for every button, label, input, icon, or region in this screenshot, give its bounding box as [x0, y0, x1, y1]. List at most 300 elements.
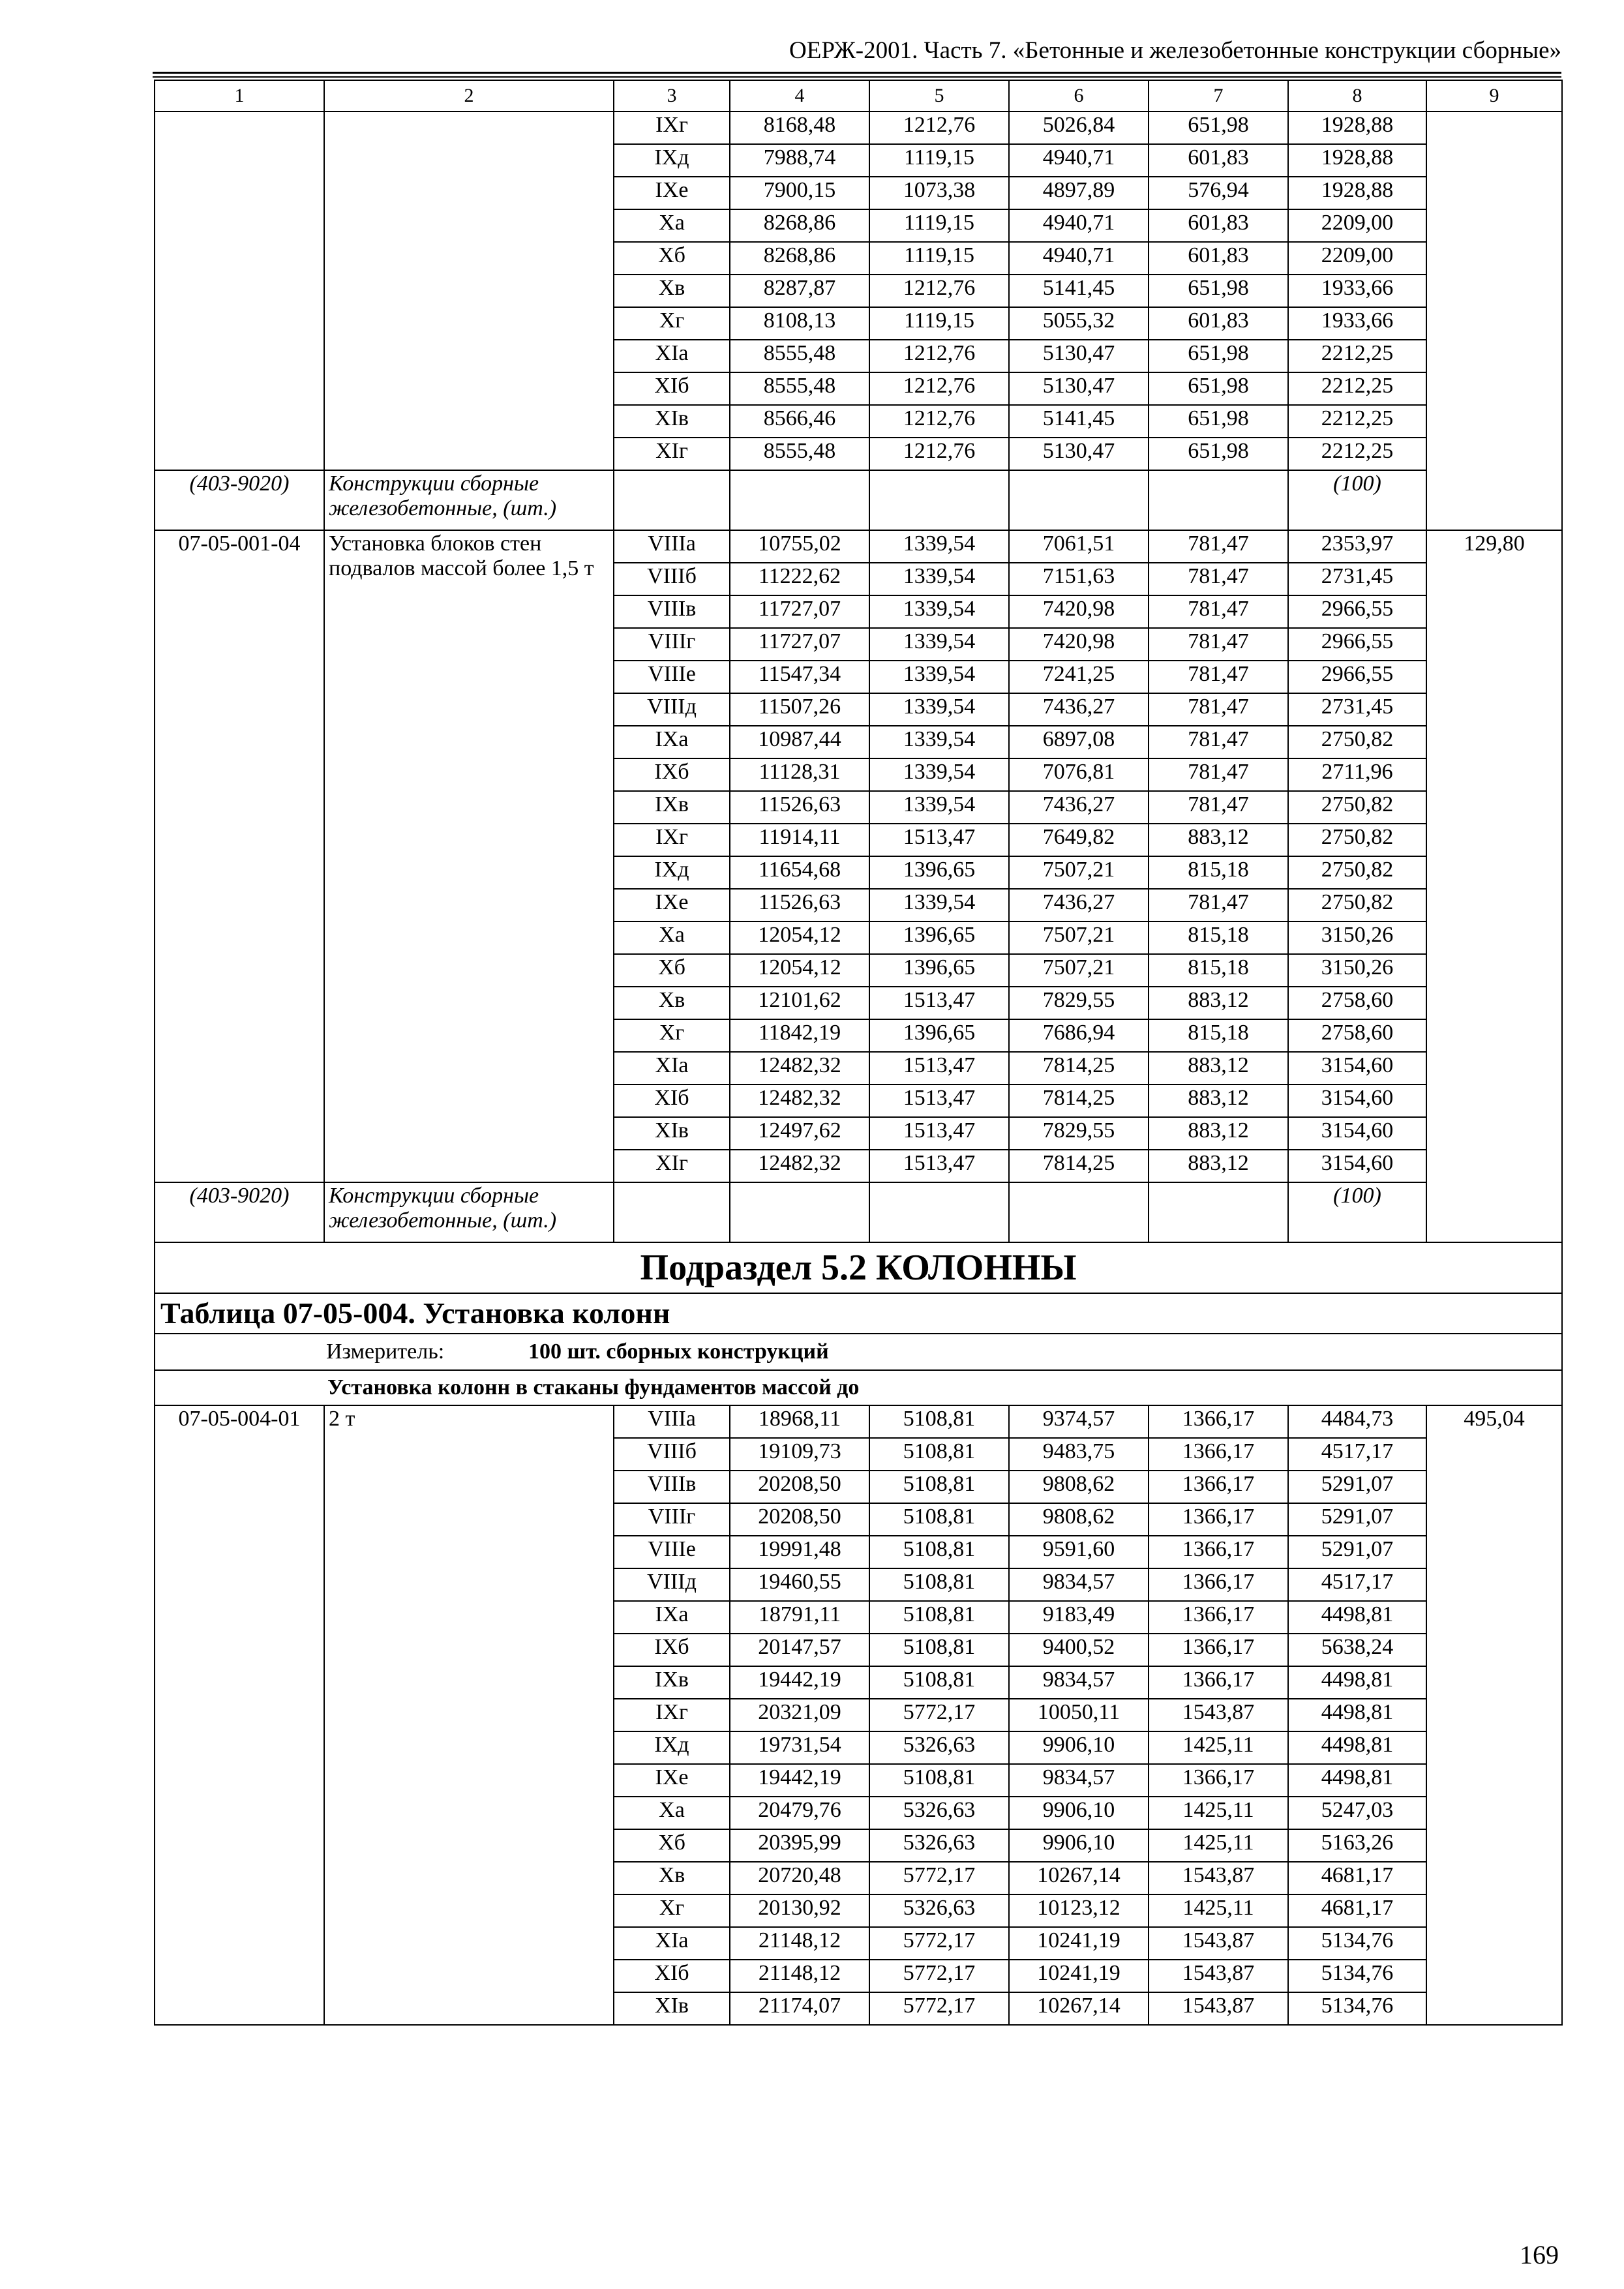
subsection-title: Подраздел 5.2 КОЛОННЫ: [155, 1242, 1562, 1293]
zone-cell: Xа: [614, 209, 730, 242]
value-cell: 11914,11: [730, 824, 869, 856]
value-cell: 1119,15: [869, 144, 1009, 177]
value-cell: 7686,94: [1009, 1019, 1149, 1052]
value-cell: 1366,17: [1149, 1405, 1288, 1438]
value-cell: 1396,65: [869, 856, 1009, 889]
value-cell: 8168,48: [730, 112, 869, 144]
value-cell: 1396,65: [869, 921, 1009, 954]
value-cell: 1425,11: [1149, 1829, 1288, 1862]
value-cell: 1366,17: [1149, 1666, 1288, 1699]
column-number: 3: [614, 80, 730, 112]
value-cell: 11727,07: [730, 628, 869, 661]
value-cell: 1513,47: [869, 987, 1009, 1019]
zone-cell: IXд: [614, 856, 730, 889]
resource-name: Конструкции сборные железобетонные, (шт.): [324, 1182, 614, 1242]
value-cell: 883,12: [1149, 1085, 1288, 1117]
value-cell: 1396,65: [869, 1019, 1009, 1052]
zone-cell: XIа: [614, 340, 730, 372]
value-cell: 4940,71: [1009, 209, 1149, 242]
value-cell: 11128,31: [730, 758, 869, 791]
value-cell: 6897,08: [1009, 726, 1149, 758]
value-cell: 21174,07: [730, 1992, 869, 2025]
value-cell: 5772,17: [869, 1862, 1009, 1894]
value-cell: 1543,87: [1149, 1862, 1288, 1894]
value-cell: 3154,60: [1288, 1150, 1426, 1182]
value-cell: 1339,54: [869, 628, 1009, 661]
value-cell: 7420,98: [1009, 628, 1149, 661]
value-cell: 883,12: [1149, 1052, 1288, 1085]
value-cell: 1928,88: [1288, 144, 1426, 177]
value-cell: 2731,45: [1288, 693, 1426, 726]
zone-cell: IXг: [614, 1699, 730, 1731]
value-cell: 18968,11: [730, 1405, 869, 1438]
value-cell: 2212,25: [1288, 340, 1426, 372]
value-cell: 2750,82: [1288, 889, 1426, 921]
empty-cell: [730, 470, 869, 530]
zone-cell: IXа: [614, 1601, 730, 1634]
value-cell: 7649,82: [1009, 824, 1149, 856]
value-cell: 7814,25: [1009, 1085, 1149, 1117]
zone-cell: XIб: [614, 372, 730, 405]
zone-cell: IXв: [614, 791, 730, 824]
value-cell: 5108,81: [869, 1634, 1009, 1666]
empty-cell: [869, 1182, 1009, 1242]
value-cell: 1212,76: [869, 112, 1009, 144]
value-cell: 7151,63: [1009, 563, 1149, 595]
value-cell: 7436,27: [1009, 889, 1149, 921]
value-cell: 2750,82: [1288, 726, 1426, 758]
value-cell: 5108,81: [869, 1471, 1009, 1503]
value-cell: 5130,47: [1009, 372, 1149, 405]
subsection-row: [155, 1242, 1562, 1293]
zone-cell: Xв: [614, 1862, 730, 1894]
value-cell: 4498,81: [1288, 1666, 1426, 1699]
value-cell: 5134,76: [1288, 1992, 1426, 2025]
value-cell: 7436,27: [1009, 693, 1149, 726]
value-cell: 883,12: [1149, 824, 1288, 856]
zone-cell: IXе: [614, 1764, 730, 1797]
value-cell: 5108,81: [869, 1568, 1009, 1601]
empty-cell: [869, 470, 1009, 530]
value-cell: 1366,17: [1149, 1568, 1288, 1601]
value-cell: 5638,24: [1288, 1634, 1426, 1666]
zone-cell: IXб: [614, 758, 730, 791]
value-cell: 5130,47: [1009, 340, 1149, 372]
value-cell: 11842,19: [730, 1019, 869, 1052]
value-cell: 2353,97: [1288, 530, 1426, 563]
value-cell: 1339,54: [869, 791, 1009, 824]
value-cell: 9834,57: [1009, 1764, 1149, 1797]
value-cell: 781,47: [1149, 726, 1288, 758]
value-cell: 781,47: [1149, 563, 1288, 595]
value-cell: 7507,21: [1009, 856, 1149, 889]
value-cell: 2212,25: [1288, 405, 1426, 438]
zone-cell: Xа: [614, 1797, 730, 1829]
value-cell: 1366,17: [1149, 1471, 1288, 1503]
value-cell: 8108,13: [730, 307, 869, 340]
value-cell: 19442,19: [730, 1666, 869, 1699]
value-cell: 20208,50: [730, 1471, 869, 1503]
value-cell: 1212,76: [869, 340, 1009, 372]
work-name: 2 т: [324, 1405, 614, 2025]
value-cell: 5326,63: [869, 1894, 1009, 1927]
value-cell: 2212,25: [1288, 372, 1426, 405]
resource-name: Конструкции сборные железобетонные, (шт.): [324, 470, 614, 530]
value-cell: 5326,63: [869, 1731, 1009, 1764]
value-cell: 1212,76: [869, 438, 1009, 470]
zone-cell: VIIIв: [614, 595, 730, 628]
value-cell: 10050,11: [1009, 1699, 1149, 1731]
value-cell: 12482,32: [730, 1085, 869, 1117]
work-name: [324, 112, 614, 470]
value-cell: 1513,47: [869, 1150, 1009, 1182]
value-cell: 7814,25: [1009, 1052, 1149, 1085]
value-cell: 651,98: [1149, 340, 1288, 372]
value-cell: 20321,09: [730, 1699, 869, 1731]
value-cell: 1212,76: [869, 372, 1009, 405]
resource-code: (403-9020): [155, 470, 324, 530]
zone-cell: Xа: [614, 921, 730, 954]
value-cell: 8555,48: [730, 438, 869, 470]
value-cell: 576,94: [1149, 177, 1288, 209]
value-cell: 815,18: [1149, 1019, 1288, 1052]
value-cell: 1928,88: [1288, 177, 1426, 209]
value-cell: 19460,55: [730, 1568, 869, 1601]
zone-cell: Xв: [614, 987, 730, 1019]
zone-cell: VIIIе: [614, 1536, 730, 1568]
zone-cell: VIIIг: [614, 628, 730, 661]
value-cell: 8555,48: [730, 372, 869, 405]
value-cell: 4897,89: [1009, 177, 1149, 209]
value-cell: 11654,68: [730, 856, 869, 889]
value-cell: 18791,11: [730, 1601, 869, 1634]
value-cell: 1339,54: [869, 595, 1009, 628]
value-cell: 7076,81: [1009, 758, 1149, 791]
value-cell: 5134,76: [1288, 1960, 1426, 1992]
value-cell: 651,98: [1149, 112, 1288, 144]
value-cell: 3154,60: [1288, 1117, 1426, 1150]
value-cell: 7900,15: [730, 177, 869, 209]
value-cell: 7988,74: [730, 144, 869, 177]
value-cell: 2750,82: [1288, 791, 1426, 824]
zone-cell: XIг: [614, 1150, 730, 1182]
value-cell: 2212,25: [1288, 438, 1426, 470]
value-cell: 5247,03: [1288, 1797, 1426, 1829]
value-cell: 20395,99: [730, 1829, 869, 1862]
resource-code: (403-9020): [155, 1182, 324, 1242]
zone-cell: VIIIг: [614, 1503, 730, 1536]
value-cell: 20208,50: [730, 1503, 869, 1536]
value-cell: 1513,47: [869, 824, 1009, 856]
value-cell: 19731,54: [730, 1731, 869, 1764]
value-cell: 5108,81: [869, 1405, 1009, 1438]
value-cell: 781,47: [1149, 791, 1288, 824]
value-cell: 1513,47: [869, 1117, 1009, 1150]
value-cell: 4517,17: [1288, 1568, 1426, 1601]
value-cell: 815,18: [1149, 954, 1288, 987]
zone-cell: IXд: [614, 1731, 730, 1764]
zone-cell: Xб: [614, 1829, 730, 1862]
value-cell: 1339,54: [869, 726, 1009, 758]
value-cell: 5108,81: [869, 1438, 1009, 1471]
value-cell: 4498,81: [1288, 1699, 1426, 1731]
running-header: ОЕРЖ-2001. Часть 7. «Бетонные и железобетонные конструкции сборные»: [789, 37, 1561, 64]
value-cell: 12054,12: [730, 921, 869, 954]
value-cell: 1933,66: [1288, 307, 1426, 340]
value-cell: 3154,60: [1288, 1052, 1426, 1085]
value-cell: 10241,19: [1009, 1960, 1149, 1992]
value-cell: 1073,38: [869, 177, 1009, 209]
value-cell: 7814,25: [1009, 1150, 1149, 1182]
value-cell: 1425,11: [1149, 1894, 1288, 1927]
zone-cell: VIIIб: [614, 1438, 730, 1471]
value-cell: 601,83: [1149, 209, 1288, 242]
value-cell: 1425,11: [1149, 1731, 1288, 1764]
value-cell: 11526,63: [730, 791, 869, 824]
zone-cell: IXе: [614, 177, 730, 209]
value-cell: 5326,63: [869, 1797, 1009, 1829]
value-cell: 19442,19: [730, 1764, 869, 1797]
value-cell: 1543,87: [1149, 1960, 1288, 1992]
value-cell: 1212,76: [869, 275, 1009, 307]
measure-label: Измеритель:: [326, 1339, 445, 1364]
value-cell: 2758,60: [1288, 987, 1426, 1019]
value-cell: 1425,11: [1149, 1797, 1288, 1829]
value-cell: 2966,55: [1288, 595, 1426, 628]
value-cell: 1366,17: [1149, 1503, 1288, 1536]
zone-cell: XIв: [614, 1992, 730, 2025]
value-cell: 7507,21: [1009, 921, 1149, 954]
value-cell: 7061,51: [1009, 530, 1149, 563]
value-cell: 651,98: [1149, 405, 1288, 438]
value-cell: 7507,21: [1009, 954, 1149, 987]
value-cell: 9808,62: [1009, 1471, 1149, 1503]
value-cell: 1339,54: [869, 530, 1009, 563]
labor-cost: 495,04: [1426, 1405, 1562, 2025]
value-cell: 4940,71: [1009, 144, 1149, 177]
value-cell: 2750,82: [1288, 824, 1426, 856]
value-cell: 5772,17: [869, 1992, 1009, 2025]
value-cell: 7420,98: [1009, 595, 1149, 628]
value-cell: 1933,66: [1288, 275, 1426, 307]
value-cell: 781,47: [1149, 530, 1288, 563]
value-cell: 4517,17: [1288, 1438, 1426, 1471]
value-cell: 9591,60: [1009, 1536, 1149, 1568]
value-cell: 781,47: [1149, 758, 1288, 791]
resource-row: [155, 470, 1562, 530]
zone-cell: VIIIе: [614, 661, 730, 693]
zone-cell: IXг: [614, 824, 730, 856]
zone-cell: IXа: [614, 726, 730, 758]
empty-cell: [1149, 1182, 1288, 1242]
value-cell: 5055,32: [1009, 307, 1149, 340]
zone-cell: XIб: [614, 1960, 730, 1992]
zone-cell: Xг: [614, 1019, 730, 1052]
value-cell: 5108,81: [869, 1764, 1009, 1797]
zone-cell: XIв: [614, 1117, 730, 1150]
value-cell: 20479,76: [730, 1797, 869, 1829]
rate-code: 07-05-001-04: [155, 530, 324, 1182]
zone-cell: Xв: [614, 275, 730, 307]
value-cell: 5772,17: [869, 1960, 1009, 1992]
value-cell: 2209,00: [1288, 242, 1426, 275]
value-cell: 20720,48: [730, 1862, 869, 1894]
value-cell: 11507,26: [730, 693, 869, 726]
value-cell: 5772,17: [869, 1927, 1009, 1960]
value-cell: 7241,25: [1009, 661, 1149, 693]
value-cell: 2758,60: [1288, 1019, 1426, 1052]
empty-cell: [1149, 470, 1288, 530]
value-cell: 3150,26: [1288, 921, 1426, 954]
value-cell: 4940,71: [1009, 242, 1149, 275]
value-cell: 2750,82: [1288, 856, 1426, 889]
value-cell: 1339,54: [869, 889, 1009, 921]
column-number: 7: [1149, 80, 1288, 112]
value-cell: 1212,76: [869, 405, 1009, 438]
value-cell: 4681,17: [1288, 1894, 1426, 1927]
value-cell: 8287,87: [730, 275, 869, 307]
value-cell: 2731,45: [1288, 563, 1426, 595]
value-cell: 883,12: [1149, 987, 1288, 1019]
column-number: 4: [730, 80, 869, 112]
zone-cell: VIIIб: [614, 563, 730, 595]
value-cell: 883,12: [1149, 1117, 1288, 1150]
value-cell: 1339,54: [869, 661, 1009, 693]
value-cell: 1366,17: [1149, 1634, 1288, 1666]
value-cell: 12101,62: [730, 987, 869, 1019]
zone-cell: Xб: [614, 954, 730, 987]
value-cell: 5108,81: [869, 1601, 1009, 1634]
value-cell: 10241,19: [1009, 1927, 1149, 1960]
zone-cell: VIIIа: [614, 1405, 730, 1438]
zone-cell: VIIIд: [614, 693, 730, 726]
value-cell: 815,18: [1149, 921, 1288, 954]
value-cell: 12054,12: [730, 954, 869, 987]
value-cell: 8555,48: [730, 340, 869, 372]
value-cell: 4484,73: [1288, 1405, 1426, 1438]
value-cell: 8268,86: [730, 242, 869, 275]
value-cell: 5130,47: [1009, 438, 1149, 470]
value-cell: 883,12: [1149, 1150, 1288, 1182]
zone-cell: IXе: [614, 889, 730, 921]
value-cell: 3154,60: [1288, 1085, 1426, 1117]
value-cell: 1366,17: [1149, 1764, 1288, 1797]
value-cell: 12497,62: [730, 1117, 869, 1150]
value-cell: 781,47: [1149, 889, 1288, 921]
value-cell: 9808,62: [1009, 1503, 1149, 1536]
value-cell: 2966,55: [1288, 628, 1426, 661]
rate-code: [155, 112, 324, 470]
value-cell: 781,47: [1149, 628, 1288, 661]
measure-row: [155, 1334, 1562, 1370]
value-cell: 5108,81: [869, 1503, 1009, 1536]
value-cell: 5163,26: [1288, 1829, 1426, 1862]
column-number: 8: [1288, 80, 1426, 112]
measure-value: 100 шт. сборных конструкций: [528, 1339, 829, 1364]
resource-qty: (100): [1288, 470, 1426, 530]
value-cell: 21148,12: [730, 1927, 869, 1960]
value-cell: 12482,32: [730, 1052, 869, 1085]
value-cell: 601,83: [1149, 242, 1288, 275]
header-rule-secondary: [153, 76, 1561, 78]
zone-cell: VIIIд: [614, 1568, 730, 1601]
value-cell: 11526,63: [730, 889, 869, 921]
value-cell: 9374,57: [1009, 1405, 1149, 1438]
value-cell: 12482,32: [730, 1150, 869, 1182]
value-cell: 1339,54: [869, 563, 1009, 595]
resource-qty: (100): [1288, 1182, 1426, 1242]
value-cell: 651,98: [1149, 275, 1288, 307]
value-cell: 1119,15: [869, 307, 1009, 340]
value-cell: 21148,12: [730, 1960, 869, 1992]
value-cell: 781,47: [1149, 661, 1288, 693]
value-cell: 9906,10: [1009, 1731, 1149, 1764]
column-number: 2: [324, 80, 614, 112]
labor-cost: [1426, 112, 1562, 530]
rates-table: [154, 80, 1563, 2026]
value-cell: 651,98: [1149, 372, 1288, 405]
value-cell: 5108,81: [869, 1536, 1009, 1568]
work-name: Установка блоков стен подвалов массой более 1,5 т: [324, 530, 614, 1182]
value-cell: 10755,02: [730, 530, 869, 563]
value-cell: 1366,17: [1149, 1601, 1288, 1634]
value-cell: 7829,55: [1009, 1117, 1149, 1150]
value-cell: 9834,57: [1009, 1666, 1149, 1699]
column-number: 5: [869, 80, 1009, 112]
value-cell: 1543,87: [1149, 1927, 1288, 1960]
value-cell: 11222,62: [730, 563, 869, 595]
value-cell: 4681,17: [1288, 1862, 1426, 1894]
group-title: Установка колонн в стаканы фундаментов массой до: [155, 1370, 1562, 1405]
value-cell: 781,47: [1149, 595, 1288, 628]
value-cell: 1119,15: [869, 242, 1009, 275]
value-cell: 5026,84: [1009, 112, 1149, 144]
group-row: [155, 1370, 1562, 1405]
value-cell: 19991,48: [730, 1536, 869, 1568]
rate-code: 07-05-004-01: [155, 1405, 324, 2025]
table-row: [155, 1405, 1562, 1438]
value-cell: 1543,87: [1149, 1992, 1288, 2025]
zone-cell: IXв: [614, 1666, 730, 1699]
value-cell: 1339,54: [869, 693, 1009, 726]
zone-cell: XIв: [614, 405, 730, 438]
table-title: Таблица 07-05-004. Установка колонн: [155, 1293, 1562, 1334]
zone-cell: XIа: [614, 1052, 730, 1085]
column-number: 9: [1426, 80, 1562, 112]
column-number: 6: [1009, 80, 1149, 112]
measure-cell: [155, 1334, 1562, 1370]
value-cell: 5108,81: [869, 1666, 1009, 1699]
value-cell: 781,47: [1149, 693, 1288, 726]
column-number-row: [155, 80, 1562, 112]
value-cell: 1513,47: [869, 1085, 1009, 1117]
value-cell: 815,18: [1149, 856, 1288, 889]
zone-cell: IXг: [614, 112, 730, 144]
value-cell: 10123,12: [1009, 1894, 1149, 1927]
value-cell: 1339,54: [869, 758, 1009, 791]
value-cell: 1396,65: [869, 954, 1009, 987]
value-cell: 8268,86: [730, 209, 869, 242]
value-cell: 1119,15: [869, 209, 1009, 242]
value-cell: 4498,81: [1288, 1601, 1426, 1634]
empty-cell: [614, 470, 730, 530]
value-cell: 5141,45: [1009, 275, 1149, 307]
value-cell: 651,98: [1149, 438, 1288, 470]
value-cell: 7436,27: [1009, 791, 1149, 824]
value-cell: 4498,81: [1288, 1731, 1426, 1764]
value-cell: 7829,55: [1009, 987, 1149, 1019]
value-cell: 1513,47: [869, 1052, 1009, 1085]
